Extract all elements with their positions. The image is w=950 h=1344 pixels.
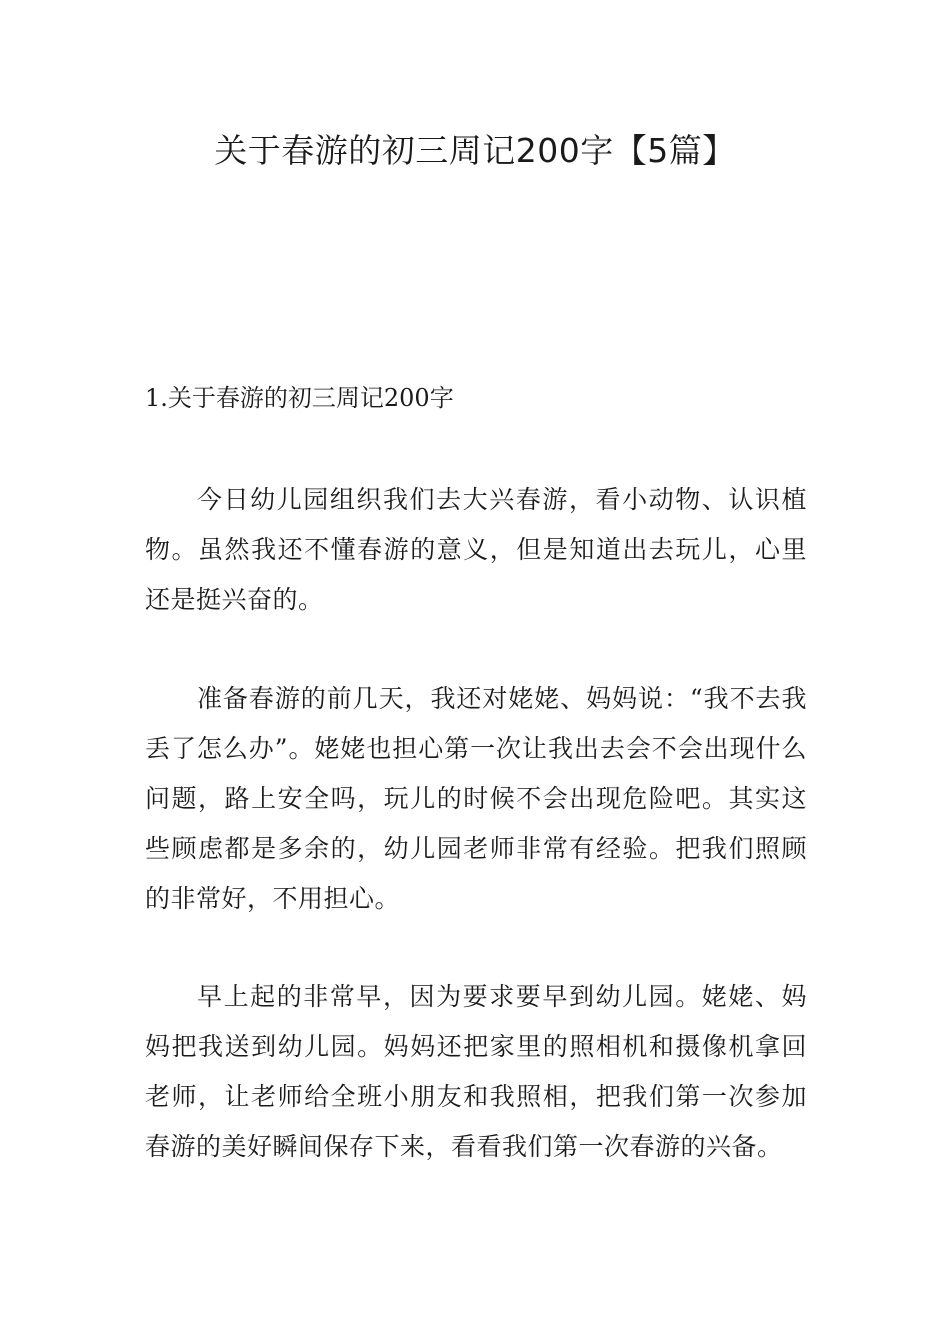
section-heading: 1.关于春游的初三周记200字: [145, 384, 454, 412]
paragraph-1: 今日幼儿园组织我们去大兴春游，看小动物、认识植物。虽然我还不懂春游的意义，但是知道出去玩儿，心里还是挺兴奋的。: [145, 485, 807, 614]
paragraph-2: 准备春游的前几天，我还对姥姥、妈妈说：“我不去我丢了怎么办”。姥姥也担心第一次让我出去会不会出现什么问题，路上安全吗，玩儿的时候不会出现危险吧。其实这些顾虑都是多余的，幼儿园老师非常有经验。把我们照顾的非常好，不用担心。: [145, 684, 807, 913]
paragraph-3: 早上起的非常早，因为要求要早到幼儿园。姥姥、妈妈把我送到幼儿园。妈妈还把家里的照相机和摄像机拿回老师，让老师给全班小朋友和我照相，把我们第一次参加春游的美好瞬间保存下来，看看我们第一次春游的兴备。: [145, 982, 807, 1161]
document-title: 关于春游的初三周记200字【5篇】: [214, 131, 736, 170]
